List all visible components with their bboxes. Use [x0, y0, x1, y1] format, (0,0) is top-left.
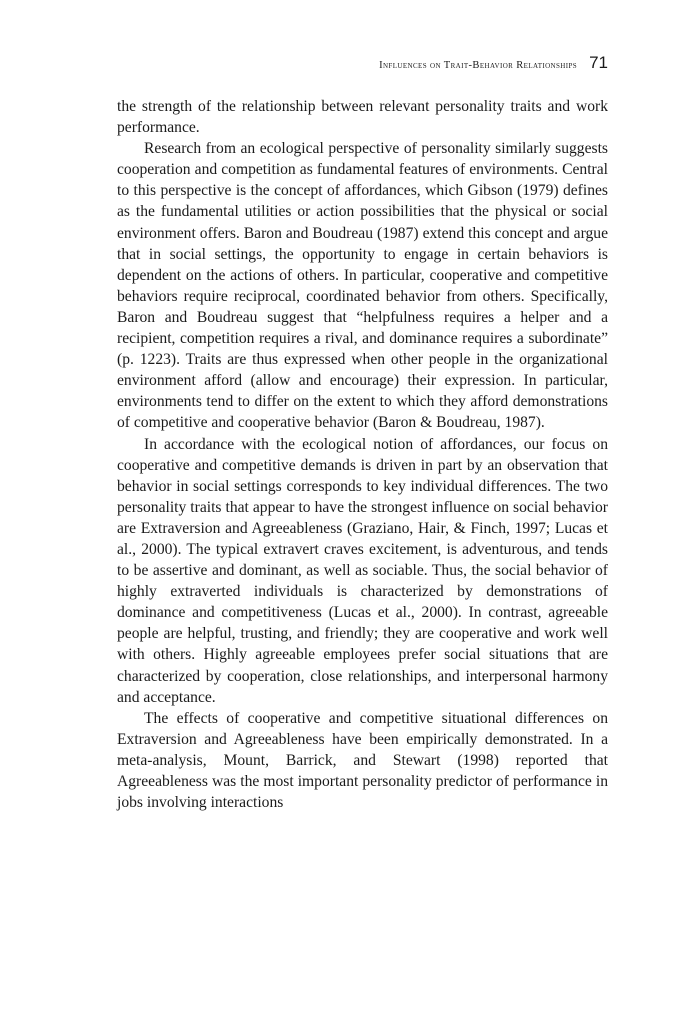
running-title: Influences on Trait-Behavior Relationships — [379, 60, 578, 71]
paragraph-affordances-traits: In accordance with the ecological notion of affordances, our focus on cooperative and competitive demands is driven in part by an observation that behavior in social settings corresponds to key individual differences. The two personality traits that appear to have the strongest influence on social behavior are Extraversion and Agreeableness (Graziano, Hair, & Finch, 1997; Lucas et al., 2000). The typical extravert craves excitement, is adventurous, and tends to be assertive and dominant, as well as sociable. Thus, the social behavior of highly extraverted individuals is characterized by demonstrations of dominance and competitiveness (Lucas et al., 2000). In contrast, agreeable people are helpful, trusting, and friendly; they are cooperative and work well with others. Highly agreeable employees prefer social situations that are characterized by cooperation, close relationships, and interpersonal harmony and acceptance. — [117, 435, 608, 706]
page-number: 71 — [589, 53, 608, 72]
paragraph-ecological-perspective: Research from an ecological perspective of personality similarly suggests cooperation and competition as fundamental features of environments. Central to this perspective is the concept of affordances, which Gibson (1979) defines as the fundamental utilities or action possibilities that the physical or social environment offers. Baron and Boudreau (1987) extend this concept and argue that in social settings, the opportunity to engage in certain behaviors is dependent on the actions of others. In particular, cooperative and competitive behaviors require reciprocal, coordinated behavior from others. Specifically, Baron and Boudreau suggest that “helpfulness requires a helper and a recipient, competition requires a rival, and dominance requires a subordinate” (p. 1223). Traits are thus expressed when other people in the organizational environment afford (allow and encourage) their expression. In particular, environments tend to differ on the extent to which they afford demonstrations of competitive and cooperative behavior (Baron & Boudreau, 1987). — [117, 140, 608, 432]
paragraph-continuation: the strength of the relationship between relevant personality traits and work performance. — [117, 98, 608, 137]
running-head — [379, 53, 608, 73]
paragraph-situational-effects: The effects of cooperative and competitive situational differences on Extraversion and Agreeableness have been empirically demonstrated. In a meta-analysis, Mount, Barrick, and Stewart (1998) reported that Agreeableness was the most important personality predictor of performance in jobs involving interactions — [117, 709, 608, 812]
body-text — [117, 96, 608, 813]
